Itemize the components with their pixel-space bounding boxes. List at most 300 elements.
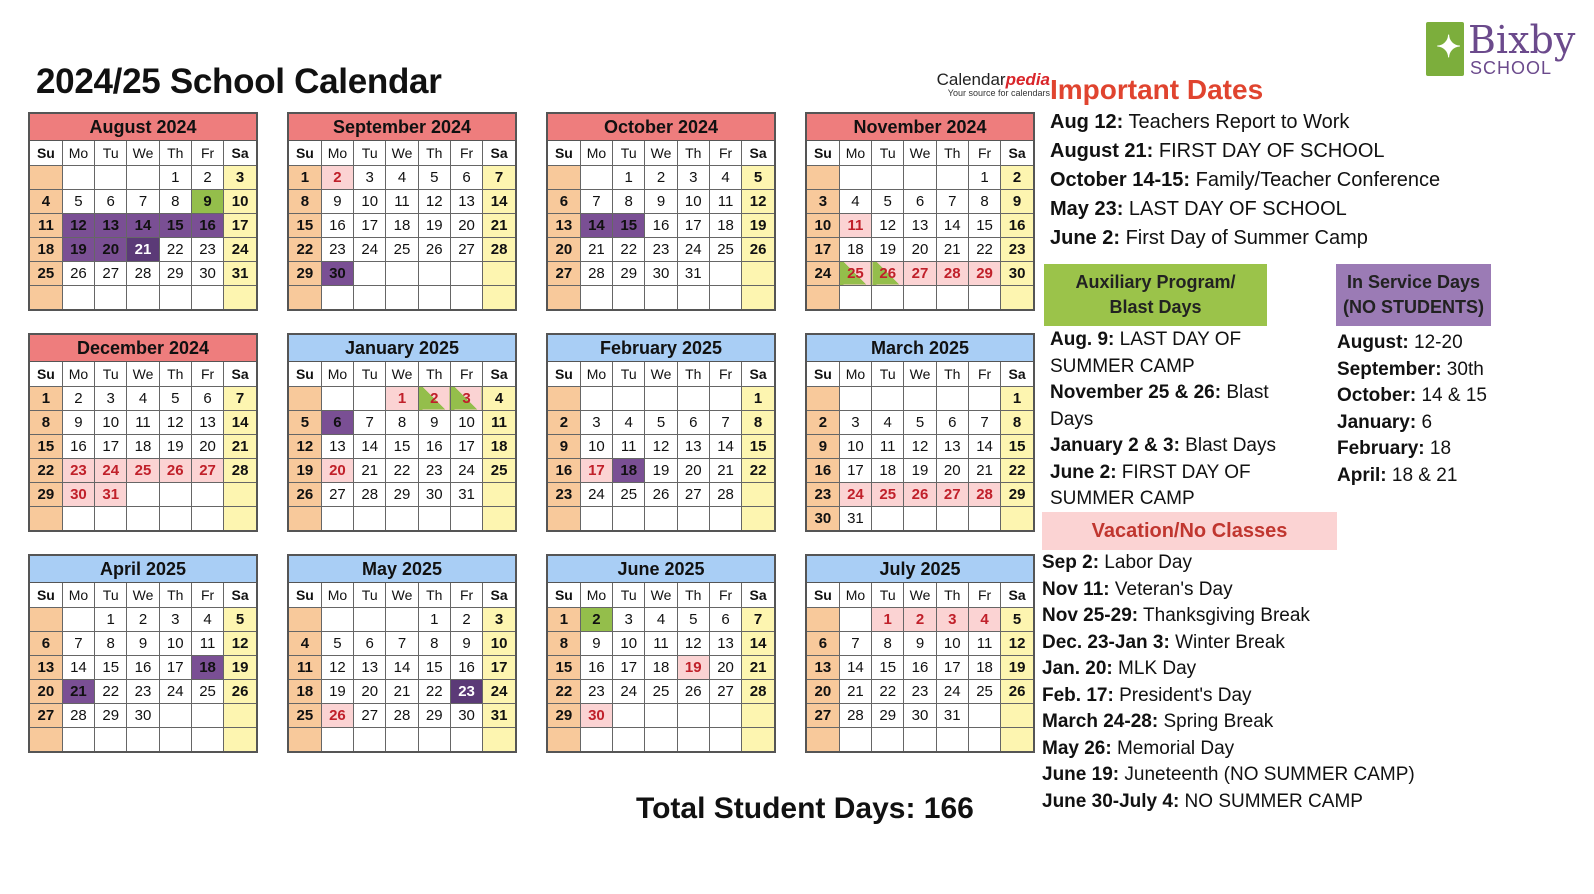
calendar-day: 16 bbox=[807, 458, 839, 482]
calendar-empty-cell bbox=[548, 727, 580, 751]
day-header: Fr bbox=[191, 583, 223, 607]
calendar-empty-cell bbox=[224, 703, 256, 727]
calendar-empty-cell bbox=[709, 261, 741, 285]
vacation-item-label: June 19: bbox=[1042, 764, 1120, 785]
calendar-day: 25 bbox=[483, 458, 515, 482]
calendar-empty-cell bbox=[936, 165, 968, 189]
vacation-heading: Vacation/No Classes bbox=[1042, 512, 1337, 550]
calendar-day: 19 bbox=[1001, 655, 1033, 679]
in-service-item bbox=[1337, 410, 1537, 437]
calendar-day: 23 bbox=[62, 458, 94, 482]
vacation-item bbox=[1042, 577, 1462, 604]
calendar-day: 15 bbox=[613, 213, 645, 237]
calendar-empty-cell bbox=[548, 165, 580, 189]
logo-word: Bixby bbox=[1468, 18, 1576, 62]
calendar-empty-cell bbox=[321, 607, 353, 631]
calendar-day: 5 bbox=[224, 607, 256, 631]
calendar-empty-cell bbox=[354, 727, 386, 751]
calendar-empty-cell bbox=[677, 727, 709, 751]
calendar-empty-cell bbox=[807, 727, 839, 751]
calendar-day: 13 bbox=[904, 213, 936, 237]
calendar-empty-cell bbox=[904, 285, 936, 309]
calendar-day: 12 bbox=[159, 410, 191, 434]
calendar-day: 6 bbox=[904, 189, 936, 213]
calendar-day: 30 bbox=[321, 261, 353, 285]
calendar-day: 12 bbox=[224, 631, 256, 655]
calendar-day: 19 bbox=[904, 458, 936, 482]
auxiliary-item-text: LAST DAY OF SUMMER CAMP bbox=[1050, 329, 1242, 377]
vacation-item-text: Memorial Day bbox=[1111, 737, 1235, 759]
calendar-day: 13 bbox=[321, 434, 353, 458]
calendar-empty-cell bbox=[483, 727, 515, 751]
calendar-empty-cell bbox=[30, 165, 62, 189]
calendar-day: 31 bbox=[483, 703, 515, 727]
calendar-day: 6 bbox=[321, 410, 353, 434]
month-title: December 2024 bbox=[30, 335, 256, 362]
vacation-item-label: Dec. 23-Jan 3: bbox=[1042, 631, 1170, 653]
calendar-day: 2 bbox=[127, 607, 159, 631]
calendar-day: 7 bbox=[386, 631, 418, 655]
month-calendar bbox=[287, 333, 517, 532]
day-header: Tu bbox=[354, 141, 386, 165]
calendar-day: 15 bbox=[30, 434, 62, 458]
calendar-day: 12 bbox=[62, 213, 94, 237]
day-header: We bbox=[386, 583, 418, 607]
calendar-day: 9 bbox=[62, 410, 94, 434]
calendar-day: 4 bbox=[839, 189, 871, 213]
calendar-day: 10 bbox=[159, 631, 191, 655]
day-header: Mo bbox=[321, 583, 353, 607]
calendar-day: 14 bbox=[127, 213, 159, 237]
in-service-item bbox=[1337, 357, 1537, 384]
calendar-day: 5 bbox=[289, 410, 321, 434]
calendar-day: 13 bbox=[95, 213, 127, 237]
calendar-day: 25 bbox=[645, 679, 677, 703]
calendar-empty-cell bbox=[645, 703, 677, 727]
calendar-day: 2 bbox=[904, 607, 936, 631]
calendar-empty-cell bbox=[321, 727, 353, 751]
in-service-list bbox=[1337, 330, 1537, 489]
calendar-day: 14 bbox=[742, 631, 774, 655]
calendar-day: 21 bbox=[127, 237, 159, 261]
calendar-day: 7 bbox=[580, 189, 612, 213]
vacation-item-label: Nov 25-29: bbox=[1042, 605, 1139, 626]
calendar-day: 1 bbox=[95, 607, 127, 631]
calendar-empty-cell bbox=[224, 482, 256, 506]
calendar-day: 24 bbox=[677, 237, 709, 261]
calendar-empty-cell bbox=[95, 165, 127, 189]
calendar-day: 11 bbox=[968, 631, 1000, 655]
day-header: We bbox=[386, 362, 418, 386]
calendar-day: 4 bbox=[645, 607, 677, 631]
calendar-day: 8 bbox=[613, 189, 645, 213]
month-calendar bbox=[805, 112, 1035, 311]
calendar-day: 8 bbox=[386, 410, 418, 434]
calendar-empty-cell bbox=[30, 506, 62, 530]
calendar-day: 3 bbox=[839, 410, 871, 434]
day-header: Tu bbox=[95, 141, 127, 165]
calendar-empty-cell bbox=[159, 727, 191, 751]
calendar-day: 5 bbox=[418, 165, 450, 189]
auxiliary-item bbox=[1050, 327, 1308, 380]
calendar-empty-cell bbox=[159, 482, 191, 506]
month-calendar bbox=[805, 333, 1035, 532]
calendar-day: 9 bbox=[191, 189, 223, 213]
calendarpedia-tagline: Your source for calendars bbox=[947, 88, 1050, 98]
calendar-day: 1 bbox=[968, 165, 1000, 189]
calendar-day: 18 bbox=[191, 655, 223, 679]
calendar-day: 9 bbox=[450, 631, 482, 655]
day-header: Th bbox=[936, 362, 968, 386]
vacation-item-label: Jan. 20: bbox=[1042, 658, 1113, 679]
calendar-day: 22 bbox=[872, 679, 904, 703]
in-service-item-label: January: bbox=[1337, 411, 1417, 433]
calendar-day: 20 bbox=[807, 679, 839, 703]
calendar-empty-cell bbox=[321, 386, 353, 410]
calendar-empty-cell bbox=[483, 482, 515, 506]
calendar-day: 14 bbox=[483, 189, 515, 213]
calendar-empty-cell bbox=[289, 727, 321, 751]
calendar-day: 11 bbox=[645, 631, 677, 655]
calendar-day: 24 bbox=[839, 482, 871, 506]
calendar-day: 2 bbox=[191, 165, 223, 189]
day-header: We bbox=[127, 583, 159, 607]
calendar-day: 3 bbox=[224, 165, 256, 189]
calendar-day: 31 bbox=[677, 261, 709, 285]
calendar-day: 15 bbox=[968, 213, 1000, 237]
month-calendar bbox=[28, 112, 258, 311]
auxiliary-item bbox=[1050, 380, 1308, 433]
calendar-day: 11 bbox=[872, 434, 904, 458]
day-header: We bbox=[904, 141, 936, 165]
calendar-empty-cell bbox=[839, 607, 871, 631]
auxiliary-item-text: Blast Days bbox=[1179, 435, 1276, 456]
calendar-day: 21 bbox=[968, 458, 1000, 482]
calendar-day: 18 bbox=[127, 434, 159, 458]
calendar-day: 6 bbox=[936, 410, 968, 434]
month-title: September 2024 bbox=[289, 114, 515, 141]
calendar-day: 12 bbox=[645, 434, 677, 458]
day-header: Su bbox=[30, 583, 62, 607]
calendar-day: 13 bbox=[709, 631, 741, 655]
calendar-day: 20 bbox=[904, 237, 936, 261]
calendar-day: 31 bbox=[224, 261, 256, 285]
calendar-empty-cell bbox=[742, 261, 774, 285]
calendar-day: 3 bbox=[483, 607, 515, 631]
calendar-empty-cell bbox=[483, 506, 515, 530]
calendar-day: 20 bbox=[450, 213, 482, 237]
calendar-empty-cell bbox=[224, 285, 256, 309]
day-header: Th bbox=[677, 583, 709, 607]
calendar-day: 28 bbox=[483, 237, 515, 261]
calendar-empty-cell bbox=[645, 727, 677, 751]
calendar-day: 23 bbox=[645, 237, 677, 261]
calendar-day: 29 bbox=[1001, 482, 1033, 506]
auxiliary-item-label: January 2 & 3: bbox=[1050, 435, 1180, 456]
calendar-day: 19 bbox=[645, 458, 677, 482]
calendar-day: 16 bbox=[418, 434, 450, 458]
day-header: Mo bbox=[839, 141, 871, 165]
day-header: We bbox=[127, 141, 159, 165]
day-header: Mo bbox=[839, 362, 871, 386]
vacation-item-label: May 26: bbox=[1042, 737, 1112, 759]
calendar-day: 5 bbox=[645, 410, 677, 434]
calendar-day: 12 bbox=[418, 189, 450, 213]
calendar-day: 14 bbox=[936, 213, 968, 237]
calendar-day: 3 bbox=[677, 165, 709, 189]
month-calendar bbox=[287, 554, 517, 753]
calendar-day: 11 bbox=[613, 434, 645, 458]
vacation-item bbox=[1042, 603, 1462, 630]
calendar-empty-cell bbox=[904, 727, 936, 751]
calendar-day: 23 bbox=[580, 679, 612, 703]
calendar-day: 2 bbox=[418, 386, 450, 410]
calendar-day: 28 bbox=[224, 458, 256, 482]
calendar-day: 21 bbox=[483, 213, 515, 237]
calendar-day: 8 bbox=[289, 189, 321, 213]
month-title: January 2025 bbox=[289, 335, 515, 362]
calendar-day: 13 bbox=[450, 189, 482, 213]
total-student-days: Total Student Days: 166 bbox=[636, 792, 974, 825]
calendar-empty-cell bbox=[580, 285, 612, 309]
calendar-day: 13 bbox=[677, 434, 709, 458]
important-date-item-text: LAST DAY OF SCHOOL bbox=[1123, 198, 1347, 220]
vacation-item-text: Thanksgiving Break bbox=[1138, 605, 1310, 626]
day-header: Mo bbox=[580, 583, 612, 607]
vacation-item bbox=[1042, 656, 1462, 683]
day-header: Mo bbox=[321, 362, 353, 386]
calendar-empty-cell bbox=[289, 607, 321, 631]
calendar-empty-cell bbox=[224, 506, 256, 530]
calendar-day: 18 bbox=[289, 679, 321, 703]
calendar-day: 25 bbox=[709, 237, 741, 261]
calendar-empty-cell bbox=[677, 285, 709, 309]
calendar-day: 7 bbox=[742, 607, 774, 631]
calendar-day: 11 bbox=[839, 213, 871, 237]
calendar-day: 17 bbox=[159, 655, 191, 679]
calendar-day: 7 bbox=[127, 189, 159, 213]
calendar-day: 24 bbox=[95, 458, 127, 482]
calendar-empty-cell bbox=[936, 506, 968, 530]
calendar-day: 11 bbox=[191, 631, 223, 655]
calendarpedia-name-accent: pedia bbox=[1005, 70, 1050, 89]
calendar-empty-cell bbox=[839, 165, 871, 189]
calendar-day: 29 bbox=[95, 703, 127, 727]
calendar-empty-cell bbox=[418, 727, 450, 751]
calendar-empty-cell bbox=[95, 727, 127, 751]
calendar-day: 5 bbox=[872, 189, 904, 213]
vacation-item bbox=[1042, 630, 1462, 657]
calendar-day: 26 bbox=[62, 261, 94, 285]
calendar-empty-cell bbox=[872, 506, 904, 530]
calendar-day: 28 bbox=[62, 703, 94, 727]
day-header: Th bbox=[418, 583, 450, 607]
calendar-day: 7 bbox=[354, 410, 386, 434]
calendar-day: 4 bbox=[968, 607, 1000, 631]
calendar-day: 1 bbox=[1001, 386, 1033, 410]
calendar-day: 2 bbox=[807, 410, 839, 434]
calendar-day: 1 bbox=[159, 165, 191, 189]
in-service-item-text: 30th bbox=[1441, 358, 1484, 380]
calendar-day: 22 bbox=[613, 237, 645, 261]
calendar-day: 16 bbox=[548, 458, 580, 482]
calendar-day: 14 bbox=[224, 410, 256, 434]
calendar-day: 17 bbox=[839, 458, 871, 482]
calendar-day: 15 bbox=[742, 434, 774, 458]
in-service-item-text: 18 bbox=[1424, 438, 1452, 459]
calendar-day: 21 bbox=[839, 679, 871, 703]
day-header: Th bbox=[936, 141, 968, 165]
calendar-day: 12 bbox=[321, 655, 353, 679]
calendar-day: 9 bbox=[321, 189, 353, 213]
calendar-day: 15 bbox=[159, 213, 191, 237]
calendar-day: 7 bbox=[709, 410, 741, 434]
vacation-item bbox=[1042, 683, 1462, 710]
calendar-day: 24 bbox=[483, 679, 515, 703]
page-title: 2024/25 School Calendar bbox=[36, 62, 442, 101]
day-header: Mo bbox=[580, 362, 612, 386]
calendar-day: 30 bbox=[418, 482, 450, 506]
calendar-day: 1 bbox=[386, 386, 418, 410]
calendar-day: 30 bbox=[62, 482, 94, 506]
calendar-day: 22 bbox=[418, 679, 450, 703]
calendar-day: 30 bbox=[807, 506, 839, 530]
month-title: July 2025 bbox=[807, 556, 1033, 583]
calendar-day: 31 bbox=[95, 482, 127, 506]
calendar-day: 25 bbox=[30, 261, 62, 285]
calendar-day: 9 bbox=[418, 410, 450, 434]
calendar-day: 4 bbox=[613, 410, 645, 434]
day-header: Sa bbox=[483, 362, 515, 386]
calendar-empty-cell bbox=[62, 607, 94, 631]
vacation-item bbox=[1042, 736, 1462, 763]
vacation-item-label: March 24-28: bbox=[1042, 711, 1159, 732]
calendar-empty-cell bbox=[548, 285, 580, 309]
calendar-day: 27 bbox=[95, 261, 127, 285]
calendar-day: 30 bbox=[580, 703, 612, 727]
calendar-day: 17 bbox=[807, 237, 839, 261]
auxiliary-item-text: FIRST DAY OF SUMMER CAMP bbox=[1050, 461, 1251, 509]
calendar-day: 14 bbox=[62, 655, 94, 679]
calendar-empty-cell bbox=[289, 285, 321, 309]
month-title: November 2024 bbox=[807, 114, 1033, 141]
day-header: Th bbox=[418, 141, 450, 165]
calendar-day: 19 bbox=[289, 458, 321, 482]
calendar-day: 9 bbox=[548, 434, 580, 458]
calendar-day: 3 bbox=[159, 607, 191, 631]
day-header: Tu bbox=[95, 362, 127, 386]
calendar-empty-cell bbox=[968, 727, 1000, 751]
calendar-day: 6 bbox=[30, 631, 62, 655]
calendar-day: 4 bbox=[30, 189, 62, 213]
calendar-day: 10 bbox=[483, 631, 515, 655]
calendar-day: 3 bbox=[936, 607, 968, 631]
day-header: Su bbox=[548, 362, 580, 386]
calendar-empty-cell bbox=[872, 285, 904, 309]
day-header: We bbox=[904, 583, 936, 607]
calendar-day: 19 bbox=[62, 237, 94, 261]
in-service-item-text: 18 & 21 bbox=[1386, 464, 1458, 486]
calendar-day: 3 bbox=[95, 386, 127, 410]
calendar-day: 20 bbox=[677, 458, 709, 482]
calendar-day: 13 bbox=[936, 434, 968, 458]
calendar-empty-cell bbox=[62, 506, 94, 530]
day-header: Sa bbox=[742, 141, 774, 165]
calendar-day: 16 bbox=[904, 655, 936, 679]
calendar-day: 3 bbox=[450, 386, 482, 410]
day-header: Th bbox=[936, 583, 968, 607]
calendar-empty-cell bbox=[159, 506, 191, 530]
calendar-empty-cell bbox=[968, 703, 1000, 727]
calendar-day: 3 bbox=[613, 607, 645, 631]
calendar-day: 12 bbox=[904, 434, 936, 458]
calendar-day: 22 bbox=[30, 458, 62, 482]
calendar-day: 17 bbox=[224, 213, 256, 237]
calendar-day: 9 bbox=[904, 631, 936, 655]
calendar-empty-cell bbox=[807, 165, 839, 189]
important-date-item-label: June 2: bbox=[1050, 227, 1121, 249]
calendar-empty-cell bbox=[1001, 285, 1033, 309]
day-header: Su bbox=[807, 583, 839, 607]
calendar-day: 25 bbox=[289, 703, 321, 727]
day-header: Mo bbox=[62, 583, 94, 607]
calendar-empty-cell bbox=[418, 506, 450, 530]
day-header: Mo bbox=[839, 583, 871, 607]
calendar-day: 25 bbox=[839, 261, 871, 285]
calendar-day: 3 bbox=[580, 410, 612, 434]
calendar-day: 17 bbox=[354, 213, 386, 237]
calendar-day: 23 bbox=[450, 679, 482, 703]
day-header: Sa bbox=[1001, 141, 1033, 165]
vacation-item bbox=[1042, 789, 1462, 816]
calendar-day: 29 bbox=[872, 703, 904, 727]
calendar-empty-cell bbox=[613, 727, 645, 751]
calendar-day: 4 bbox=[191, 607, 223, 631]
calendar-day: 22 bbox=[386, 458, 418, 482]
calendar-day: 26 bbox=[872, 261, 904, 285]
calendar-day: 30 bbox=[1001, 261, 1033, 285]
calendar-day: 21 bbox=[580, 237, 612, 261]
day-header: Su bbox=[548, 583, 580, 607]
calendar-day: 24 bbox=[807, 261, 839, 285]
calendar-empty-cell bbox=[742, 703, 774, 727]
calendar-empty-cell bbox=[191, 285, 223, 309]
in-service-item-text: 14 & 15 bbox=[1416, 385, 1487, 406]
calendar-day: 20 bbox=[321, 458, 353, 482]
day-header: Fr bbox=[191, 362, 223, 386]
calendar-day: 19 bbox=[224, 655, 256, 679]
calendar-empty-cell bbox=[191, 727, 223, 751]
calendar-day: 12 bbox=[742, 189, 774, 213]
calendar-day: 26 bbox=[742, 237, 774, 261]
calendarpedia-logo[interactable] bbox=[922, 70, 1050, 98]
calendar-day: 1 bbox=[613, 165, 645, 189]
calendar-day: 2 bbox=[450, 607, 482, 631]
auxiliary-item bbox=[1050, 460, 1308, 513]
calendar-day: 16 bbox=[62, 434, 94, 458]
in-service-item-text: 12-20 bbox=[1408, 332, 1463, 353]
calendar-day: 23 bbox=[548, 482, 580, 506]
calendar-day: 21 bbox=[354, 458, 386, 482]
calendar-day: 27 bbox=[936, 482, 968, 506]
vacation-item-text: Spring Break bbox=[1158, 711, 1274, 732]
calendar-day: 12 bbox=[872, 213, 904, 237]
calendar-day: 27 bbox=[677, 482, 709, 506]
important-date-item bbox=[1050, 224, 1440, 253]
calendar-day: 1 bbox=[548, 607, 580, 631]
calendar-day: 5 bbox=[159, 386, 191, 410]
logo-sub: SCHOOL bbox=[1470, 58, 1553, 78]
